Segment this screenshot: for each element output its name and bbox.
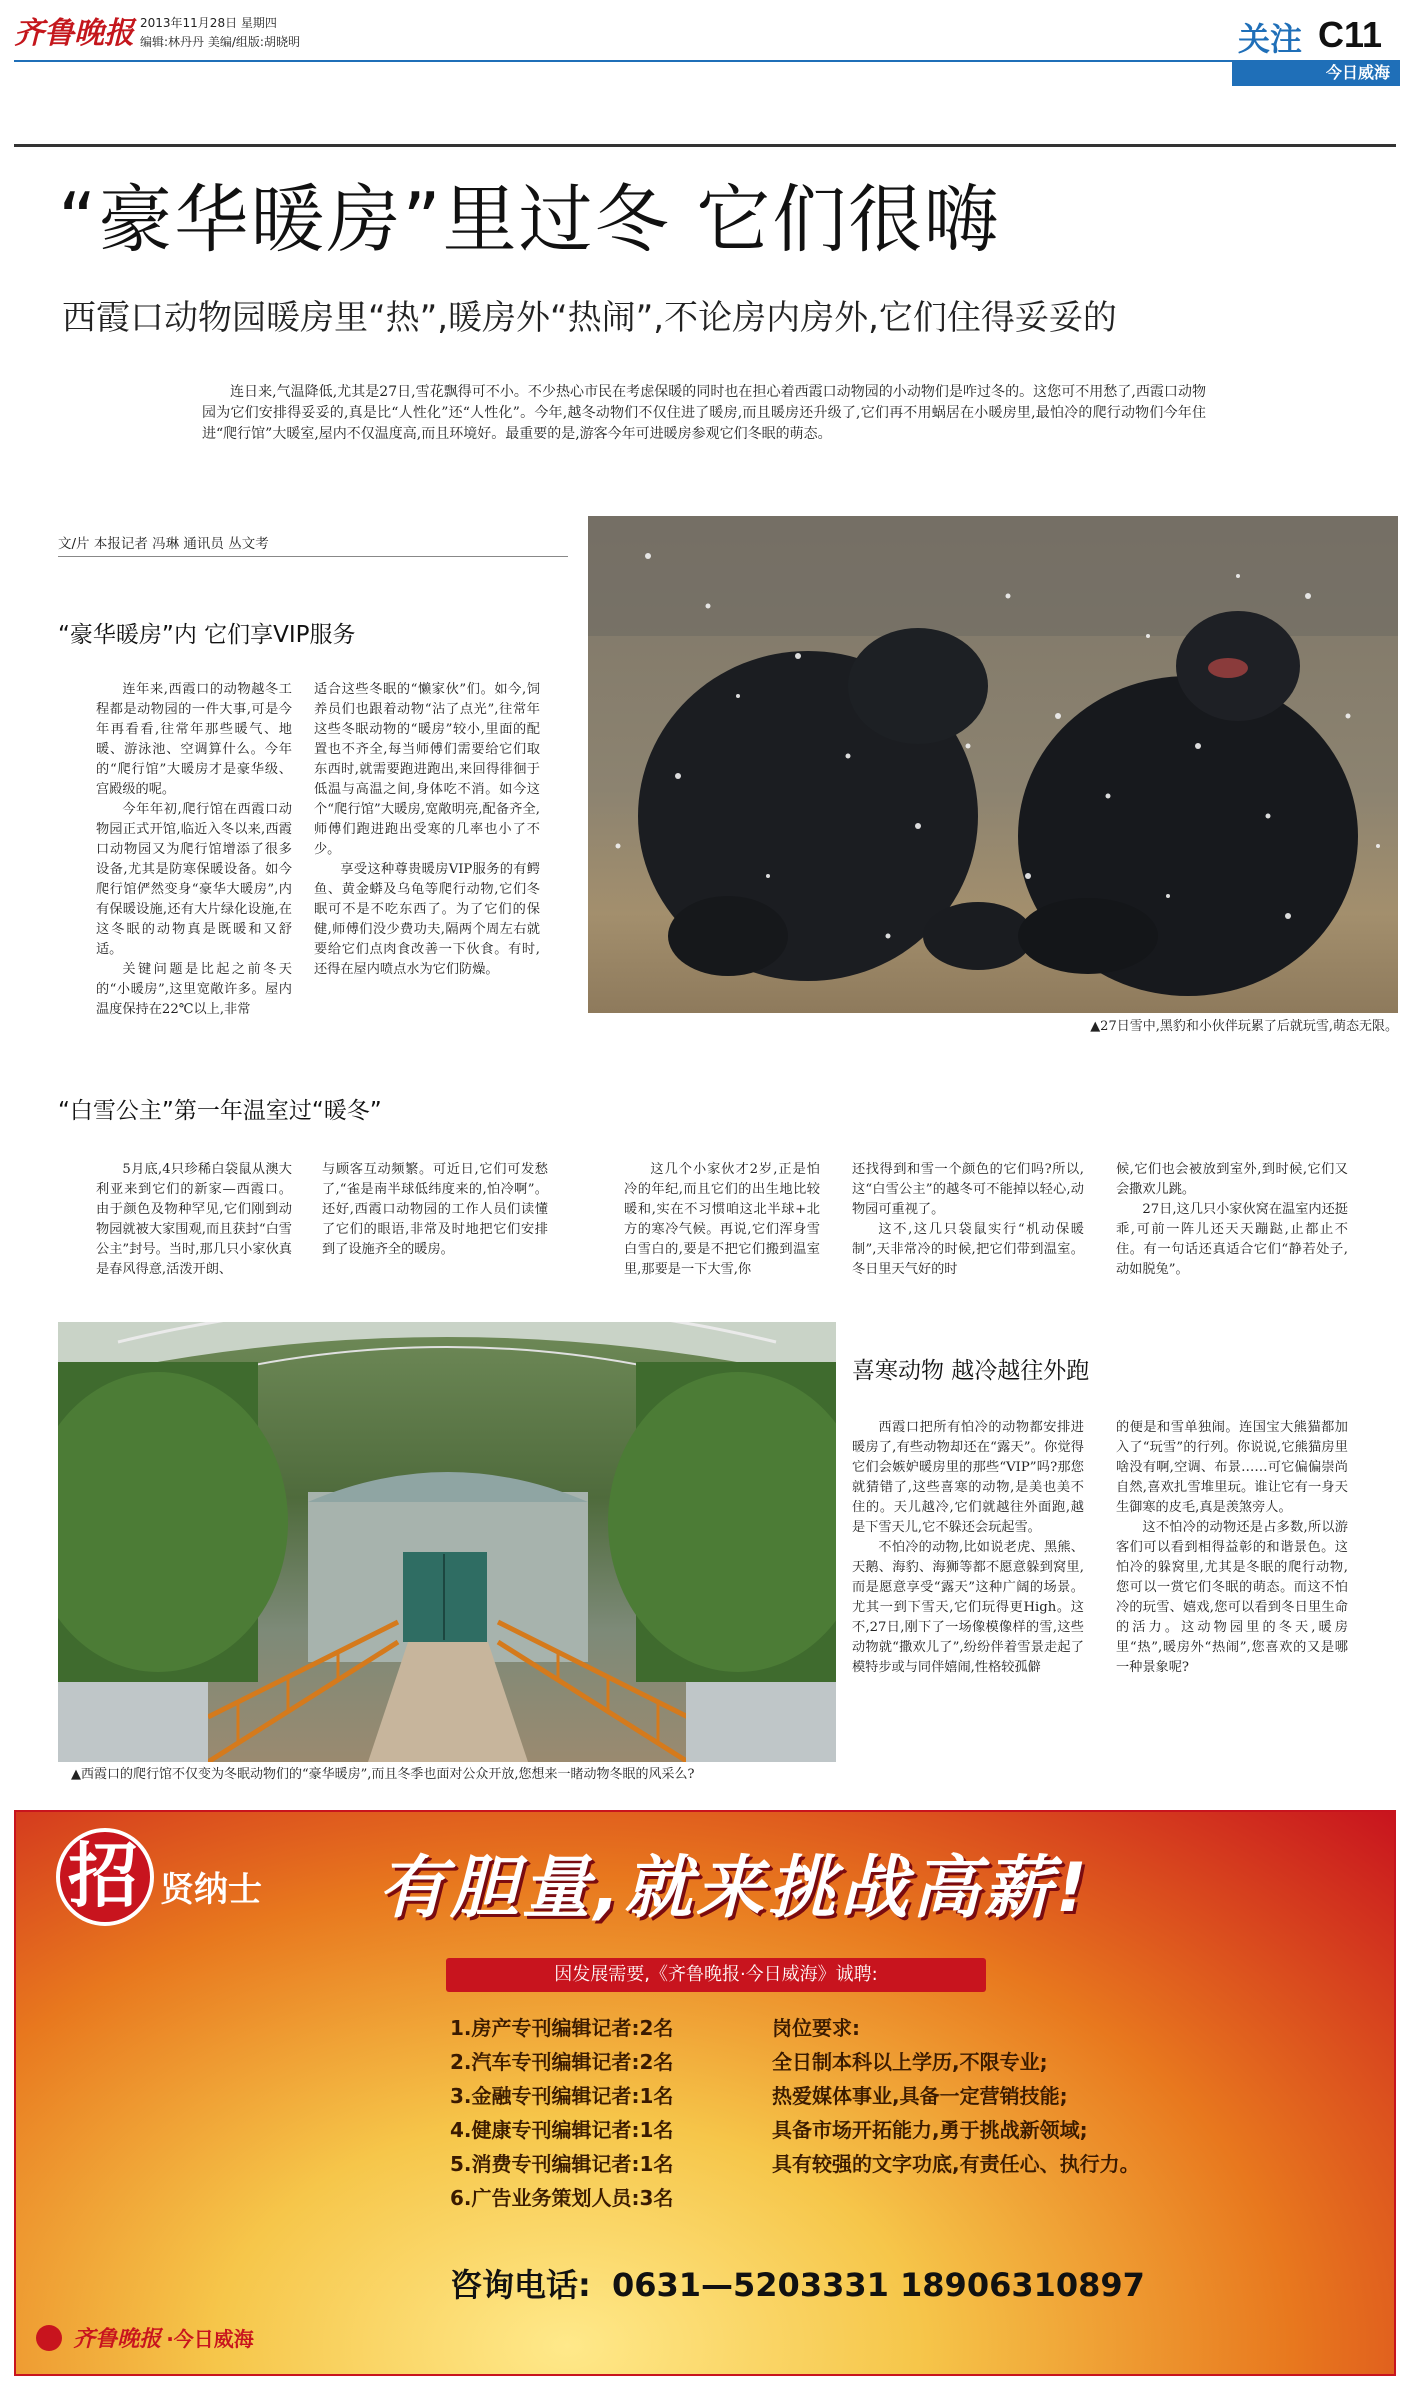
ad-phone-line [450, 2260, 1145, 2306]
panther-illustration [588, 516, 1398, 1013]
ad-position-row: 3.金融专刊编辑记者:1名 [450, 2084, 674, 2108]
ad-position-row: 4.健康专刊编辑记者:1名 [450, 2118, 674, 2142]
ad-footer-logo [36, 2322, 254, 2353]
ad-xian-na-shi: 贤纳士 [160, 1870, 262, 1910]
recruitment-ad [14, 1810, 1396, 2376]
section2-column-1: 5月底,4只珍稀白袋鼠从澳大利亚来到它们的新家—西霞口。由于颜色及物种罕见,它们刚到动物园就被大家围观,而且获封“白雪公主”封号。当时,那几只小家伙真是春风得意,活泼开朗、 [96, 1162, 292, 1277]
masthead-logo: 齐鲁晚报 [14, 16, 134, 51]
ad-slogan: 有胆量,就来挑战高薪! [378, 1849, 1091, 1928]
ad-position-row: 2.汽车专刊编辑记者:2名 [450, 2050, 674, 2074]
ad-requirements [772, 2012, 1140, 2182]
ad-requirement: 具有较强的文字功底,有责任心、执行力。 [772, 2152, 1140, 2176]
ad-logo-region: ·今日威海 [166, 2327, 254, 2351]
ad-position-row: 1.房产专刊编辑记者:2名 [450, 2016, 674, 2040]
section2-column-3: 这几个小家伙才2岁,正是怕冷的年纪,而且它们的出生地比较暖和,实在不习惯咱这北半球+北方的寒冷气候。再说,它们浑身雪白雪白的,要是不把它们搬到温室里,那要是一下大雪,你 [624, 1162, 820, 1277]
section2-column-5: 候,它们也会被放到室外,到时候,它们又会撒欢儿跳。 27日,这几只小家伙窝在温室内还挺乖,可前一阵儿还天天蹦跶,止都止不住。有一句话还真适合它们“静若处子,动如脱兔”。 [1116, 1162, 1348, 1277]
ad-banner: 因发展需要,《齐鲁晚报·今日威海》诚聘: [446, 1958, 986, 1992]
panther-photo-caption: ▲27日雪中,黑豹和小伙伴玩累了后就玩雪,萌态无限。 [1090, 1019, 1398, 1034]
section1-column-2: 适合这些冬眠的“懒家伙”们。如今,饲养员们也跟着动物“沾了点光”,往常年这些冬眠动物的“暖房”较小,里面的配置也不齐全,每当师傅们需要给它们取东西时,就需要跑进跑出,来回得徘徊于低温与高温之间,身体吃不消。如今这个“爬行馆”大暖房,宽敞明亮,配备齐全,师傅们跑进跑出受寒的几率也小了不少。 享受这种尊贵暖房VIP服务的有鳄鱼、黄金蟒及乌龟等爬行动物,它们冬眠可不是不吃东西了。为了它们的保健,师傅们没少费功夫,隔两个周左右就要给它们点肉食改善一下伙食。有时,还得在屋内喷点水为它们防燥。 [314, 682, 540, 977]
subheadline: 西霞口动物园暖房里“热”,暖房外“热闹”,不论房内房外,它们住得妥妥的 [62, 298, 1117, 338]
ad-position-row: 6.广告业务策划人员:3名 [450, 2186, 674, 2210]
section2-title: “白雪公主”第一年温室过“暖冬” [58, 1098, 382, 1124]
ad-requirement: 具备市场开拓能力,勇于挑战新领域; [772, 2118, 1088, 2142]
section1-title: “豪华暖房”内 它们享VIP服务 [58, 622, 356, 648]
ad-positions [450, 2012, 673, 2216]
masthead-page-number: C11 [1318, 14, 1383, 55]
masthead-region-tab: 今日威海 [1232, 60, 1400, 86]
greenhouse-illustration [58, 1322, 836, 1762]
section3-column-2: 的便是和雪单独闹。连国宝大熊猫都加入了“玩雪”的行列。你说说,它熊猫房里啥没有啊,空调、布景……可它偏偏崇尚自然,喜欢扎雪堆里玩。谁让它有一身天生御寒的皮毛,真是羡煞旁人。 这不怕冷的动物还是占多数,所以游客们可以看到相得益彰的和谐景色。这怕冷的躲窝里,尤其是冬眠的爬行动物,您可以一赏它们冬眠的萌态。而这不怕冷的玩雪、嬉戏,您可以看到冬日里生命的活力。这动物园里的冬天,暖房里“热”,暖房外“热闹”,您喜欢的又是哪一种景象呢? [1116, 1420, 1348, 1675]
ad-position-row: 5.消费专刊编辑记者:1名 [450, 2152, 674, 2176]
greenhouse-photo [58, 1322, 836, 1762]
masthead-date: 2013年11月28日 星期四 [140, 16, 277, 30]
ad-phone-label: 咨询电话: [450, 2266, 591, 2304]
ad-phone-numbers: 0631—5203331 18906310897 [611, 2266, 1145, 2304]
byline: 文/片 本报记者 冯琳 通讯员 丛文考 [58, 536, 269, 552]
masthead-editor: 编辑:林丹丹 美编/组版:胡晓明 [140, 35, 300, 49]
section3-column-1: 西霞口把所有怕冷的动物都安排进暖房了,有些动物却还在“露天”。你觉得它们会嫉妒暖房里的那些“VIP”吗?那您就猜错了,这些喜寒的动物,是美也美不住的。天儿越冷,它们就越往外面跑,越是下雪天儿,它不躲还会玩起雪。 不怕冷的动物,比如说老虎、黑熊、天鹅、海豹、海狮等都不愿意躲到窝里,而是愿意享受“露天”这种广阔的场景。尤其一到下雪天,它们玩得更High。这不,27日,刚下了一场像模像样的雪,这些动物就“撒欢儿了”,纷纷伴着雪景走起了模特步或与同伴嬉闹,性格较孤僻 [852, 1420, 1084, 1675]
headline-top-rule [14, 144, 1396, 147]
section2-column-2: 与顾客互动频繁。可近日,它们可发愁了,“雀是南半球低纬度来的,怕冷啊”。还好,西霞口动物园的工作人员们读懂了它们的眼语,非常及时地把它们安排到了设施齐全的暖房。 [322, 1162, 548, 1257]
greenhouse-photo-caption: ▲西霞口的爬行馆不仅变为冬眠动物们的“豪华暖房”,而且冬季也面对公众开放,您想来一睹动物冬眠的风采么? [71, 1767, 695, 1782]
section3-title: 喜寒动物 越冷越往外跑 [852, 1358, 1090, 1384]
section1-column-1: 连年来,西霞口的动物越冬工程都是动物园的一件大事,可是今年再看看,往常年那些暖气、地暖、游泳池、空调算什么。今年的“爬行馆”大暖房才是豪华级、宫殿级的呢。 今年年初,爬行馆在西霞口动物园正式开馆,临近入冬以来,西霞口动物园又为爬行馆增添了很多设备,尤其是防寒保暖设备。如今爬行馆俨然变身“豪华大暖房”,内有保暖设施,还有大片绿化设施,在这冬眠的动物真是既暖和又舒适。 关键问题是比起之前冬天的“小暖房”,这里宽敞许多。屋内温度保持在22℃以上,非常 [96, 682, 292, 1017]
panther-photo [588, 516, 1398, 1013]
masthead-section: 关注 [1238, 20, 1303, 58]
ad-zhao: 招 [68, 1835, 138, 1917]
ad-requirement: 热爱媒体事业,具备一定营销技能; [772, 2084, 1068, 2108]
ad-logo-text: 齐鲁晚报 [73, 2326, 162, 2352]
lead-paragraph: 连日来,气温降低,尤其是27日,雪花飘得可不小。不少热心市民在考虑保暖的同时也在担心着西霞口动物园的小动物们是咋过冬的。这您可不用愁了,西霞口动物园为它们安排得妥妥的,真是比“人性化”还“人性化”。今年,越冬动物们不仅住进了暖房,而且暖房还升级了,它们再不用蜗居在小暖房里,最怕冷的爬行动物们今年住进“爬行馆”大暖室,屋内不仅温度高,而且环境好。最重要的是,游客今年可进暖房参观它们冬眠的萌态。 [202, 384, 1206, 442]
section2-column-4: 还找得到和雪一个颜色的它们吗?所以,这“白雪公主”的越冬可不能掉以轻心,动物园可重视了。 这不,这几只袋鼠实行“机动保暖制”,天非常冷的时候,把它们带到温室。冬日里天气好的时 [852, 1162, 1084, 1277]
ad-logo-mark [36, 2325, 62, 2351]
ad-requirement: 全日制本科以上学历,不限专业; [772, 2050, 1048, 2074]
ad-req-title: 岗位要求: [772, 2016, 860, 2040]
headline: “豪华暖房”里过冬 它们很嗨 [58, 177, 1001, 263]
